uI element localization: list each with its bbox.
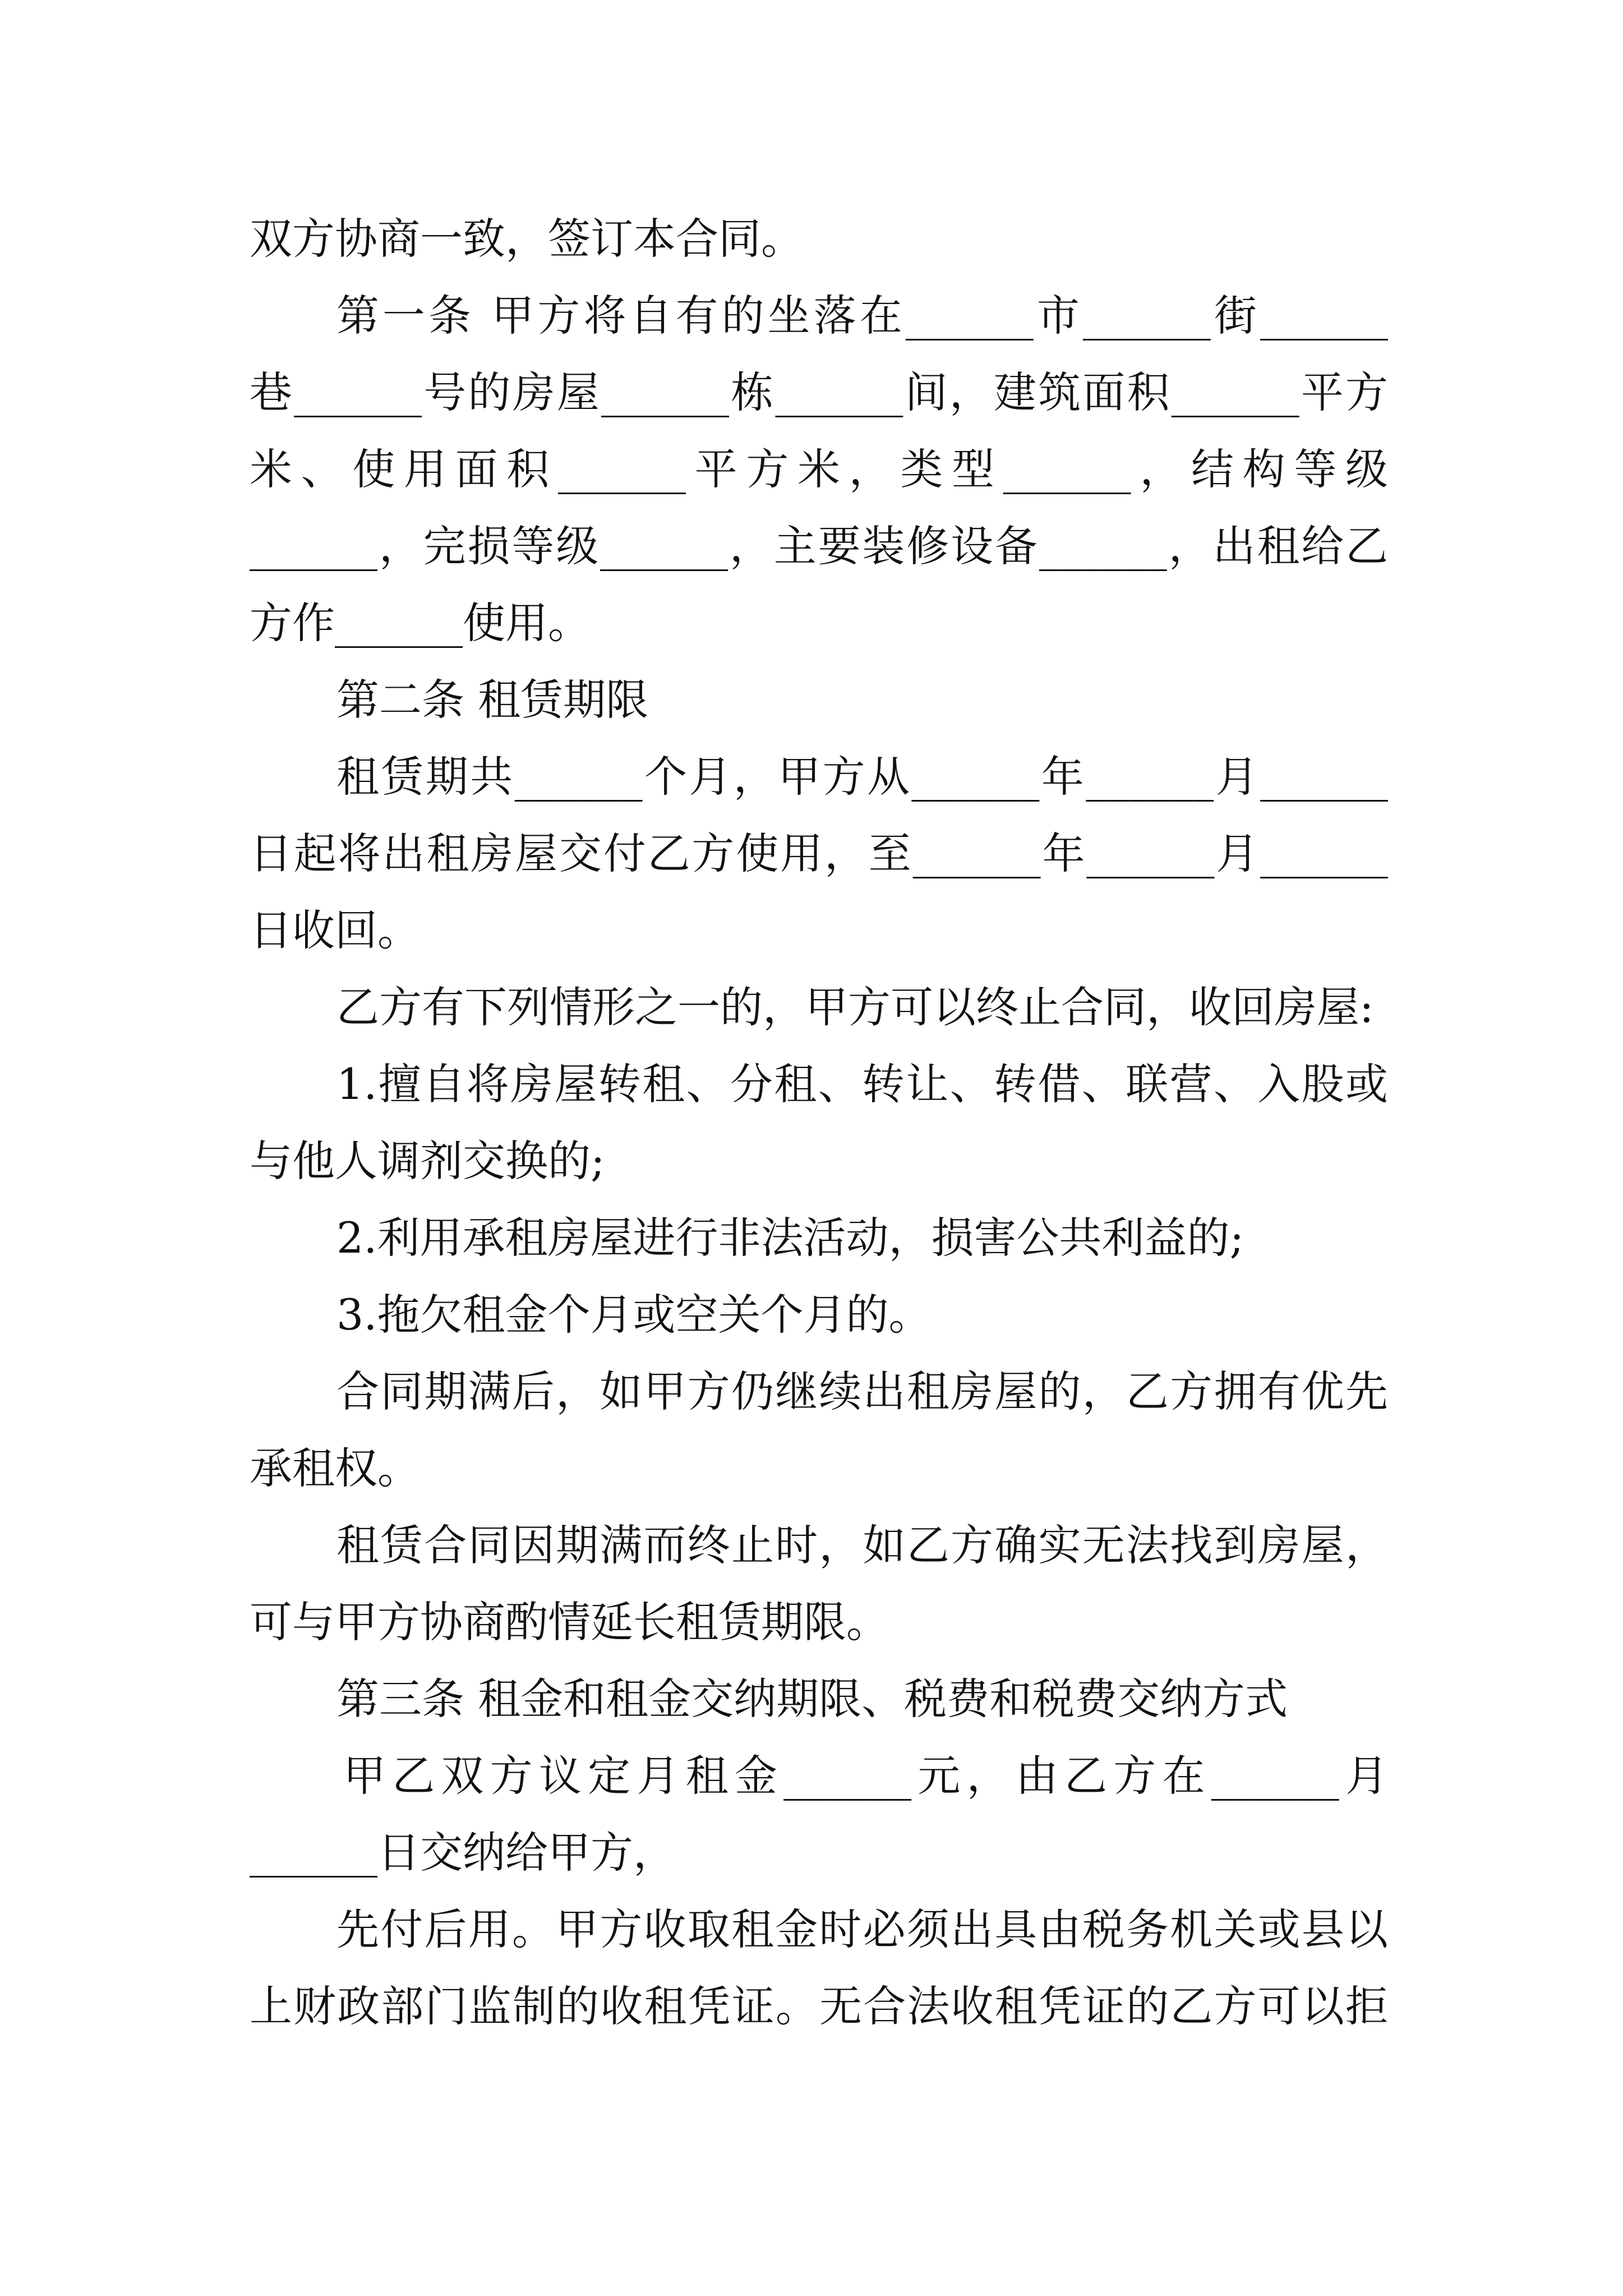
article-2-line-3: 日收回。: [250, 905, 420, 955]
termination-item-3: 3.拖欠租金个月或空关个月的。: [336, 1290, 932, 1340]
article-3-heading: 第三条 租金和租金交纳期限、税费和税费交纳方式: [336, 1674, 1288, 1724]
article-2-line-1: 租赁期共______个月，甲方从______年______月______: [336, 752, 1388, 802]
article-1-line-1: 第一条 甲方将自有的坐落在______市______街______: [336, 291, 1388, 341]
article-1-line-2: 巷______号的房屋______栋______间，建筑面积______平方: [250, 367, 1388, 417]
termination-item-2: 2.利用承租房屋进行非法活动，损害公共利益的;: [336, 1213, 1244, 1263]
article-1-line-4: ______，完损等级______，主要装修设备______，出租给乙: [250, 521, 1388, 571]
termination-intro: 乙方有下列情形之一的，甲方可以终止合同，收回房屋:: [336, 982, 1374, 1032]
article-3-line-1: 甲乙双方议定月租金______元，由乙方在______月: [343, 1751, 1388, 1801]
article-3-line-4: 上财政部门监制的收租凭证。无合法收租凭证的乙方可以拒: [250, 1981, 1388, 2031]
article-1-line-3: 米、使用面积______平方米，类型______，结构等级: [250, 444, 1388, 494]
article-3-line-2: ______日交纳给甲方，: [250, 1828, 676, 1878]
renewal-line-1: 合同期满后，如甲方仍继续出租房屋的，乙方拥有优先: [336, 1366, 1388, 1416]
termination-item-1-line-1: 1.擅自将房屋转租、分租、转让、转借、联营、入股或: [336, 1059, 1388, 1109]
article-2-line-2: 日起将出租房屋交付乙方使用，至______年______月______: [250, 829, 1388, 878]
article-2-heading: 第二条 租赁期限: [336, 675, 649, 725]
renewal-line-2: 承租权。: [250, 1443, 420, 1493]
article-3-line-3: 先付后用。甲方收取租金时必须出具由税务机关或县以: [336, 1904, 1388, 1954]
termination-item-1-line-2: 与他人调剂交换的;: [250, 1136, 605, 1186]
article-1-line-5: 方作______使用。: [250, 598, 591, 648]
paragraph-line-1: 双方协商一致，签订本合同。: [250, 214, 804, 264]
extension-line-2: 可与甲方协商酌情延长租赁期限。: [250, 1597, 889, 1647]
extension-line-1: 租赁合同因期满而终止时，如乙方确实无法找到房屋，: [336, 1520, 1388, 1570]
